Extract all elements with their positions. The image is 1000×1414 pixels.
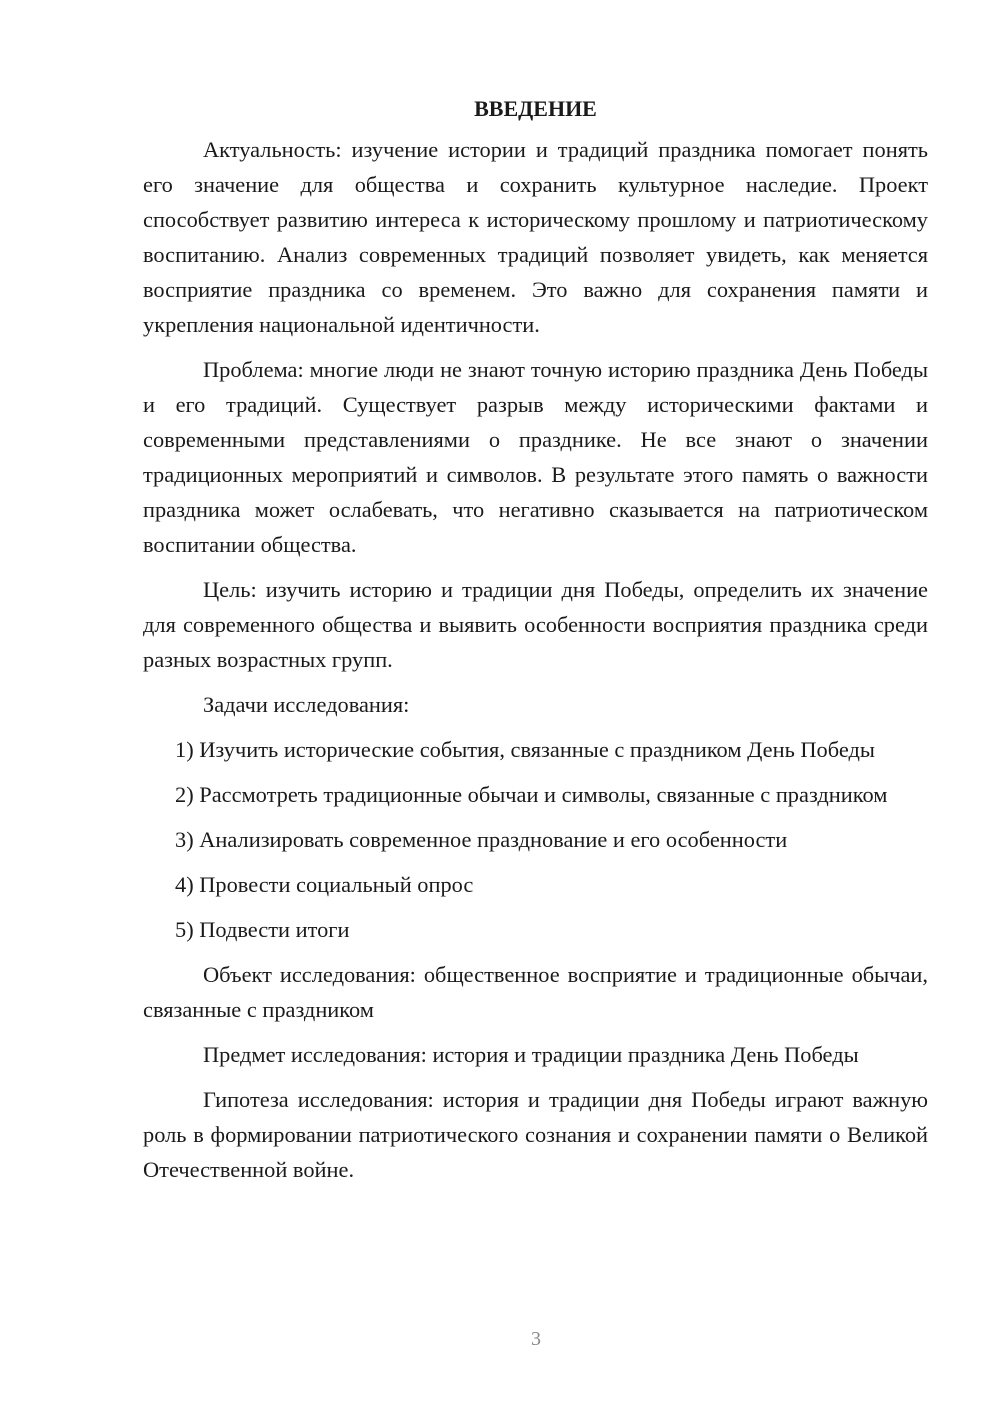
task-item-4: 4) Провести социальный опрос [175, 872, 474, 897]
task-item-3: 3) Анализировать современное празднование и его особенности [175, 827, 788, 852]
object-paragraph: Объект исследования: общественное восприятие и традиционные обычаи, связанные с праздником [143, 962, 928, 1022]
problem-paragraph: Проблема: многие люди не знают точную историю праздника День Победы и его традиций. Существует разрыв между историческими фактами и современными представлениями о празднике. Не все знают о значении традиционных мероприятий и символов. В результате этого память о важности праздника может ослабевать, что негативно сказывается на патриотическом воспитании общества. [143, 357, 928, 557]
task-item-2: 2) Рассмотреть традиционные обычаи и символы, связанные с праздником [175, 782, 888, 807]
task-item-5: 5) Подвести итоги [175, 917, 350, 942]
task-item-1: 1) Изучить исторические события, связанные с праздником День Победы [175, 737, 875, 762]
subject-paragraph: Предмет исследования: история и традиции праздника День Победы [203, 1042, 859, 1067]
goal-paragraph: Цель: изучить историю и традиции дня Победы, определить их значение для современного общества и выявить особенности восприятия праздника среди разных возрастных групп. [143, 577, 928, 672]
document-page [143, 92, 928, 1197]
hypothesis-paragraph: Гипотеза исследования: история и традиции дня Победы играют важную роль в формировании патриотического сознания и сохранении памяти о Великой Отечественной войне. [143, 1087, 928, 1182]
section-heading: ВВЕДЕНИЕ [474, 96, 597, 121]
relevance-paragraph: Актуальность: изучение истории и традиций праздника помогает понять его значение для общества и сохранить культурное наследие. Проект способствует развитию интереса к историческому прошлому и патриотическому воспитанию. Анализ современных традиций позволяет увидеть, как меняется восприятие праздника со временем. Это важно для сохранения памяти и укрепления национальной идентичности. [143, 137, 928, 337]
page-number: 3 [531, 1328, 541, 1350]
tasks-heading: Задачи исследования: [203, 692, 410, 717]
